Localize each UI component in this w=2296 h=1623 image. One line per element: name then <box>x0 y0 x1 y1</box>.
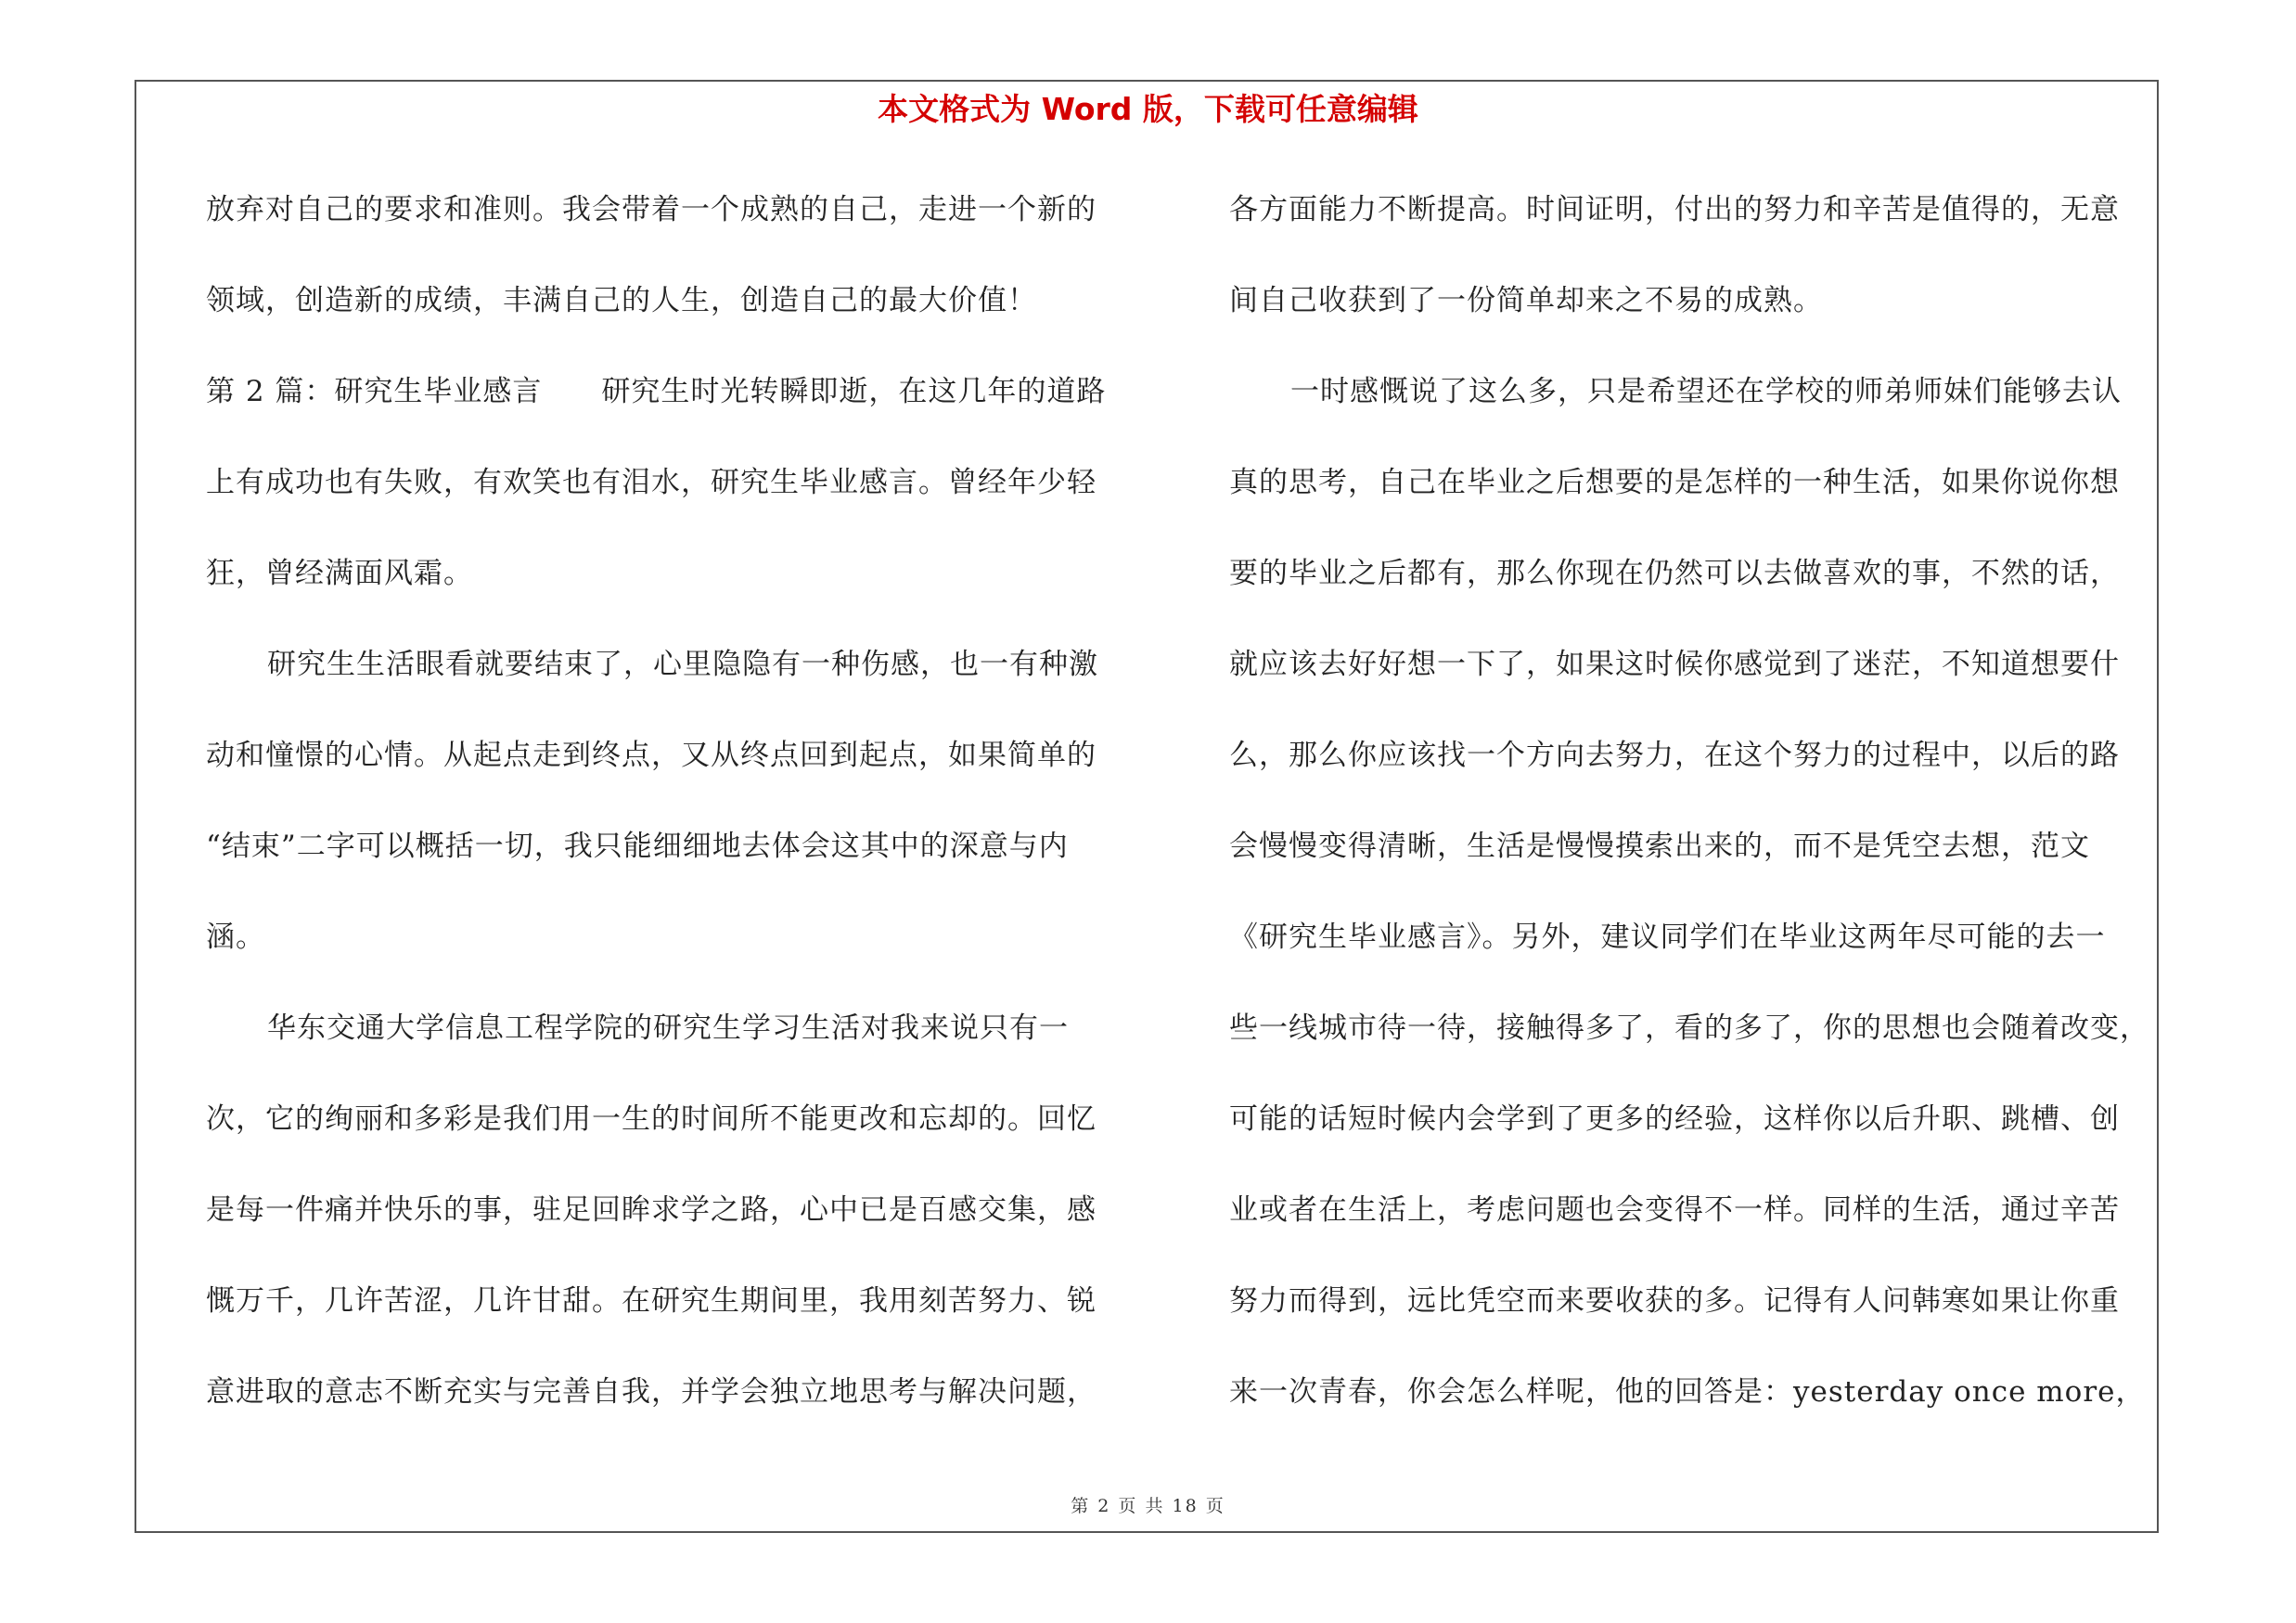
text-line: “结束”二字可以概括一切，我只能细细地去体会这其中的深意与内 <box>206 830 1069 863</box>
text-line: 动和憧憬的心情。从起点走到终点，又从终点回到起点，如果简单的 <box>206 739 1097 772</box>
left-text-column <box>206 187 1134 1461</box>
text-line: 次，它的绚丽和多彩是我们用一生的时间所不能更改和忘却的。回忆 <box>206 1102 1097 1136</box>
text-line: 间自己收获到了一份简单却来之不易的成熟。 <box>1229 284 1823 317</box>
text-line: 狂，曾经满面风霜。 <box>206 557 473 590</box>
text-line: 上有成功也有失败，有欢笑也有泪水，研究生毕业感言。曾经年少轻 <box>206 466 1097 499</box>
text-line: 会慢慢变得清晰，生活是慢慢摸索出来的，而不是凭空去想，范文 <box>1229 830 2090 863</box>
format-notice-banner: 本文格式为 Word 版，下载可任意编辑 <box>878 91 1418 127</box>
text-line: 放弃对自己的要求和准则。我会带着一个成熟的自己，走进一个新的 <box>206 193 1097 226</box>
text-line: 努力而得到，远比凭空而来要收获的多。记得有人问韩寒如果让你重 <box>1229 1284 2120 1318</box>
text-line: 是每一件痛并快乐的事，驻足回眸求学之路，心中已是百感交集，感 <box>206 1193 1097 1227</box>
text-line: 些一线城市待一待，接触得多了，看的多了，你的思想也会随着改变， <box>1229 1011 2149 1045</box>
right-text-column <box>1229 187 2166 1461</box>
text-line: 么，那么你应该找一个方向去努力，在这个努力的过程中，以后的路 <box>1229 739 2120 772</box>
text-line: 真的思考，自己在毕业之后想要的是怎样的一种生活，如果你说你想 <box>1229 466 2120 499</box>
text-line: 就应该去好好想一下了，如果这时候你感觉到了迷茫，不知道想要什 <box>1229 648 2120 681</box>
text-line: 来一次青春，你会怎么样呢，他的回答是：yesterday once more， <box>1229 1375 2146 1409</box>
text-line: 研究生生活眼看就要结束了，心里隐隐有一种伤感，也一有种激 <box>267 648 1098 681</box>
text-line: 可能的话短时候内会学到了更多的经验，这样你以后升职、跳槽、创 <box>1229 1102 2120 1136</box>
text-line: 第 2 篇：研究生毕业感言 研究生时光转瞬即逝，在这几年的道路 <box>206 375 1107 408</box>
text-line: 要的毕业之后都有，那么你现在仍然可以去做喜欢的事，不然的话， <box>1229 557 2120 590</box>
text-line: 慨万千，几许苦涩，几许甘甜。在研究生期间里，我用刻苦努力、锐 <box>206 1284 1097 1318</box>
text-line: 业或者在生活上，考虑问题也会变得不一样。同样的生活，通过辛苦 <box>1229 1193 2120 1227</box>
text-line: 意进取的意志不断充实与完善自我，并学会独立地思考与解决问题， <box>206 1375 1097 1409</box>
text-line: 《研究生毕业感言》。另外，建议同学们在毕业这两年尽可能的去一 <box>1229 921 2106 954</box>
page-number-footer: 第 2 页 共 18 页 <box>1071 1496 1225 1516</box>
text-line: 领域，创造新的成绩，丰满自己的人生，创造自己的最大价值！ <box>206 284 1037 317</box>
text-line: 华东交通大学信息工程学院的研究生学习生活对我来说只有一 <box>267 1011 1069 1045</box>
text-line: 一时感慨说了这么多，只是希望还在学校的师弟师妹们能够去认 <box>1290 375 2122 408</box>
text-line: 各方面能力不断提高。时间证明，付出的努力和辛苦是值得的，无意 <box>1229 193 2120 226</box>
text-line: 涵。 <box>206 921 265 954</box>
